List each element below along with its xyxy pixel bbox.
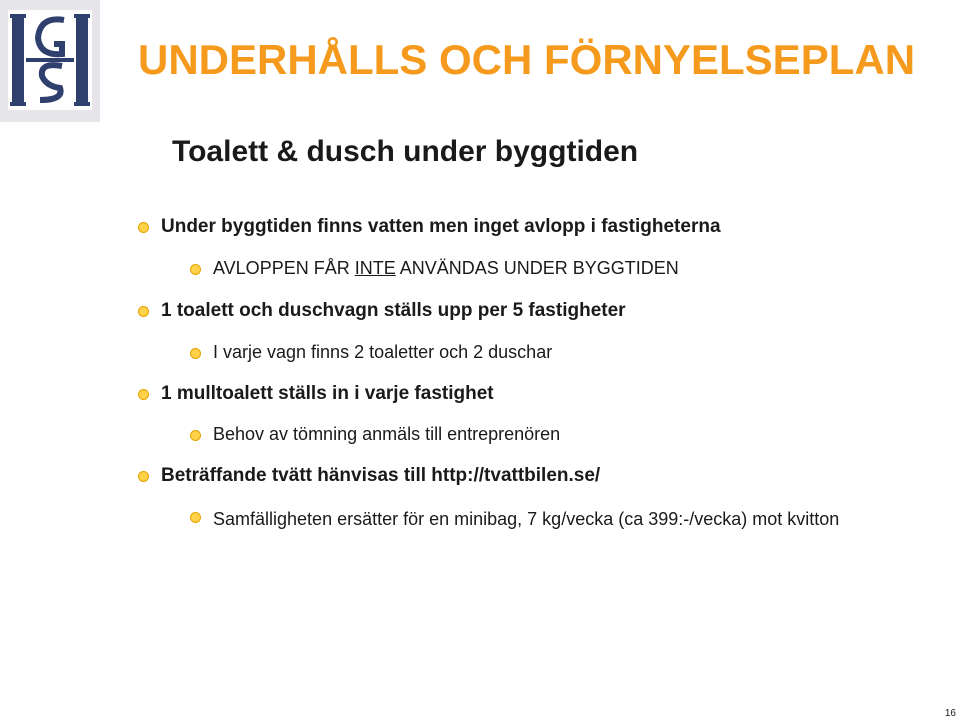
- bullet-icon: [190, 430, 201, 441]
- section-title: Toalett & dusch under byggtiden: [172, 135, 639, 168]
- list-item-text: Samfälligheten ersätter för en minibag, 7 kg/vecka (ca 399:-/vecka) mot kvitton: [213, 509, 840, 529]
- list-item: [138, 383, 494, 405]
- list-item-text: 1 toalett och duschvagn ställs upp per 5 fastigheter: [161, 300, 626, 321]
- list-item: [138, 216, 721, 238]
- page-number: 16: [944, 708, 956, 719]
- list-item: [190, 342, 552, 363]
- bullet-icon: [190, 348, 201, 359]
- page-title: UNDERHÅLLS OCH FÖRNYELSEPLAN: [138, 36, 916, 83]
- bullet-icon: [138, 389, 149, 400]
- list-item-text: Under byggtiden finns vatten men inget avlopp i fastigheterna: [161, 216, 721, 237]
- list-item: [138, 465, 600, 487]
- list-item-text: I varje vagn finns 2 toaletter och 2 duschar: [213, 342, 553, 362]
- list-item-text: AVLOPPEN FÅR INTE ANVÄNDAS UNDER BYGGTIDEN: [213, 258, 679, 278]
- list-item: [190, 258, 679, 279]
- list-item: [190, 424, 560, 445]
- bullet-icon: [190, 512, 201, 523]
- emphasis-underline: INTE: [354, 258, 396, 278]
- bullet-icon: [138, 471, 149, 482]
- list-item: [138, 300, 626, 322]
- bullet-icon: [138, 306, 149, 317]
- bullet-icon: [190, 264, 201, 275]
- list-item-text: Behov av tömning anmäls till entreprenören: [213, 424, 561, 444]
- list-item-text: Beträffande tvätt hänvisas till http://tvattbilen.se/: [161, 465, 601, 486]
- igs-logo: [0, 0, 100, 122]
- list-item: [190, 506, 903, 532]
- list-item-text: 1 mulltoalett ställs in i varje fastighet: [161, 383, 494, 404]
- bullet-icon: [138, 222, 149, 233]
